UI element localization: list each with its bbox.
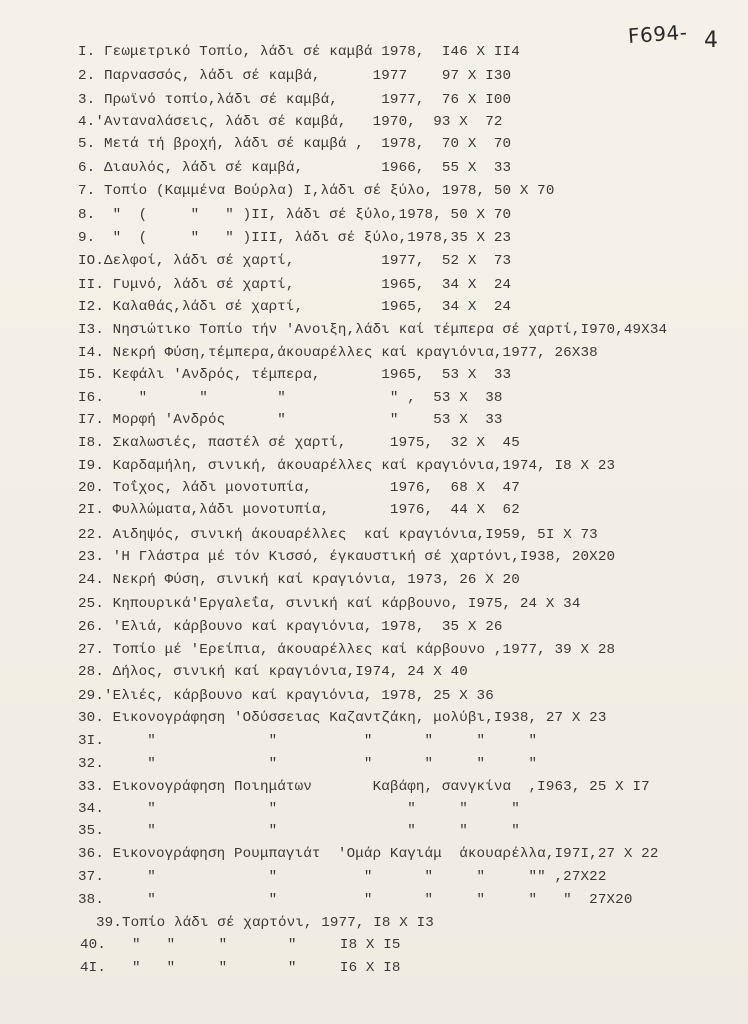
list-item: 37. " " " " " "" ,27X22 <box>78 869 607 885</box>
list-item: 30. Εικονογράφηση 'Οδύσσειας Καζαντζάκη, μολύβι,I938, 27 X 23 <box>78 710 607 726</box>
list-item: 29.'Ελιές, κάρβουνο καί κραγιόνια, 1978, 25 X 36 <box>78 688 494 704</box>
list-item: I6. " " " " , 53 X 38 <box>78 390 503 406</box>
list-item: I4. Νεκρή Φύση,τέμπερα,άκουαρέλλες καί κραγιόνια,1977, 26X38 <box>78 345 598 361</box>
list-item: 34. " " " " " <box>78 801 520 817</box>
list-item: I9. Καρδαμήλη, σινική, άκουαρέλλες καί κραγιόνια,1974, I8 X 23 <box>78 458 616 474</box>
list-item: 22. Αιδηψός, σινική άκουαρέλλες καί κραγιόνια,I959, 5I X 73 <box>78 527 598 543</box>
list-item: 23. 'Η Γλάστρα μέ τόν Κισσό, έγκαυστική σέ χαρτόνι,I938, 20X20 <box>78 549 616 565</box>
page-number: 4 <box>704 28 718 53</box>
list-item: I3. Νησιώτικο Τοπίο τήν 'Ανοιξη,λάδι καί τέμπερα σέ χαρτί,I970,49X34 <box>78 322 668 338</box>
list-item: I7. Μορφή 'Ανδρός " " 53 X 33 <box>78 412 503 428</box>
list-item: I2. Καλαθάς,λάδι σέ χαρτί, 1965, 34 X 24 <box>78 299 512 315</box>
list-item: 24. Νεκρή Φύση, σινική καί κραγιόνια, 1973, 26 X 20 <box>78 572 520 588</box>
list-item: 3. Πρωϊνό τοπίο,λάδι σέ καμβά, 1977, 76 X I00 <box>78 92 512 108</box>
list-item: 26. 'Ελιά, κάρβουνο καί κραγιόνια, 1978, 35 X 26 <box>78 619 503 635</box>
list-item: II. Γυμνό, λάδι σέ χαρτί, 1965, 34 X 24 <box>78 277 512 293</box>
list-item: 4I. " " " " I6 X I8 <box>80 960 401 976</box>
list-item: I. Γεωμετρικό Τοπίο, λάδι σέ καμβά 1978, I46 X II4 <box>78 44 520 60</box>
list-item: 2. Παρνασσός, λάδι σέ καμβά, 1977 97 X I30 <box>78 68 512 84</box>
list-item: 39.Τοπίο λάδι σέ χαρτόνι, 1977, I8 X I3 <box>96 915 434 931</box>
list-item: 35. " " " " " <box>78 823 520 839</box>
list-item: 40. " " " " I8 X I5 <box>80 937 401 953</box>
list-item: 33. Εικονογράφηση Ποιημάτων Καβάφη, σανγκίνα ,I963, 25 X I7 <box>78 779 650 795</box>
archive-reference: F694- <box>627 19 689 49</box>
list-item: IO.Δελφοί, λάδι σέ χαρτί, 1977, 52 X 73 <box>78 253 512 269</box>
list-item: 9. " ( " " )III, λάδι σέ ξύλο,1978,35 X 23 <box>78 230 512 246</box>
list-item: 3I. " " " " " " <box>78 733 538 749</box>
list-item: 27. Τοπίο μέ 'Ερείπια, άκουαρέλλες καί κάρβουνο ,1977, 39 X 28 <box>78 642 616 658</box>
list-item: I5. Κεφάλι 'Ανδρός, τέμπερα, 1965, 53 X 33 <box>78 367 512 383</box>
list-item: 6. Διαυλός, λάδι σέ καμβά, 1966, 55 X 33 <box>78 160 512 176</box>
list-item: 5. Μετά τή βροχή, λάδι σέ καμβά , 1978, 70 X 70 <box>78 136 512 152</box>
list-item: 2I. Φυλλώματα,λάδι μονοτυπία, 1976, 44 X 62 <box>78 502 520 518</box>
list-item: 36. Εικονογράφηση Ρουμπαγιάτ 'Ομάρ Καγιάμ άκουαρέλλα,I97I,27 X 22 <box>78 846 659 862</box>
list-item: 25. Κηπουρικά'Εργαλεΐα, σινική καί κάρβουνο, I975, 24 X 34 <box>78 596 581 612</box>
list-item: 38. " " " " " " " 27X20 <box>78 892 633 908</box>
list-item: 8. " ( " " )II, λάδι σέ ξύλο,1978, 50 X 70 <box>78 207 512 223</box>
list-item: 7. Τοπίο (Καμμένα Βούρλα) I,λάδι σέ ξύλο, 1978, 50 X 70 <box>78 183 555 199</box>
list-item: 28. Δήλος, σινική καί κραγιόνια,I974, 24 X 40 <box>78 664 468 680</box>
list-item: I8. Σκαλωσιές, παστέλ σέ χαρτί, 1975, 32 X 45 <box>78 435 520 451</box>
list-item: 20. Τοΐχος, λάδι μονοτυπία, 1976, 68 X 47 <box>78 480 520 496</box>
list-item: 4.'Ανταναλάσεις, λάδι σέ καμβά, 1970, 93 X 72 <box>78 114 503 130</box>
list-item: 32. " " " " " " <box>78 756 538 772</box>
